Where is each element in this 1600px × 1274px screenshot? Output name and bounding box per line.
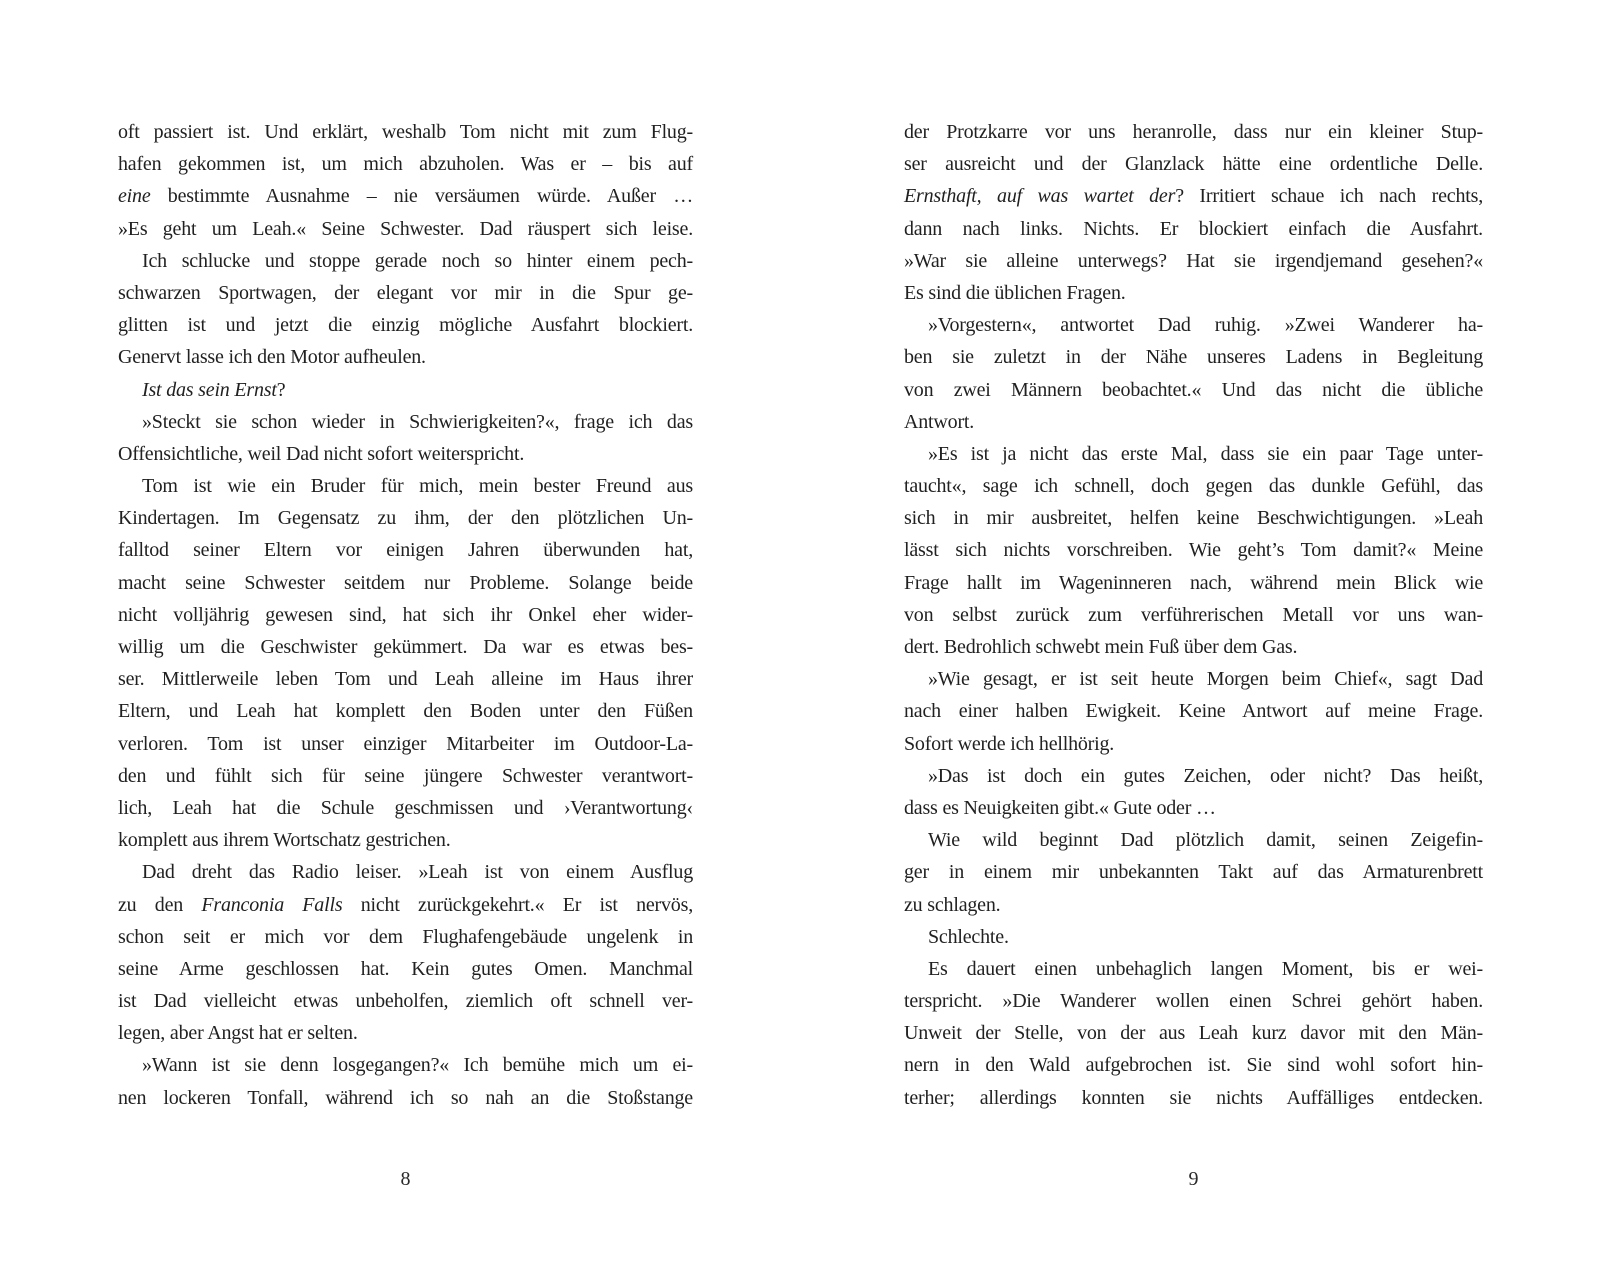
text-line: [904, 695, 1483, 727]
text-segment: Ich schlucke und stoppe gerade noch so hinter einem pech-: [142, 249, 693, 272]
text-segment: »Es ist ja nicht das erste Mal, dass sie ein paar Tage unter-: [928, 442, 1483, 465]
page-left-text-block: [118, 116, 693, 1114]
text-segment: schwarzen Sportwagen, der elegant vor mir in die Spur ge-: [118, 281, 693, 304]
text-line: [904, 631, 1483, 663]
text-segment: seine Arme geschlossen hat. Kein gutes Omen. Manchmal: [118, 957, 693, 980]
text-segment: Sofort werde ich hellhörig.: [904, 732, 1115, 755]
text-line: [904, 792, 1483, 824]
text-line: [904, 760, 1483, 792]
text-line: [904, 824, 1483, 856]
text-line: [904, 1082, 1483, 1114]
italic-text-segment: Franconia Falls: [201, 893, 343, 916]
text-line: [904, 728, 1483, 760]
text-line: [118, 728, 693, 760]
italic-text-segment: Ist das sein Ernst: [142, 378, 277, 401]
page-number-right: 9: [1188, 1168, 1199, 1190]
text-line: [904, 470, 1483, 502]
text-line: [118, 599, 693, 631]
text-segment: Eltern, und Leah hat komplett den Boden unter den Füßen: [118, 700, 693, 723]
text-line: [118, 760, 693, 792]
text-line: [118, 213, 693, 245]
text-segment: lich, Leah hat die Schule geschmissen und ›Verantwortung‹: [118, 796, 693, 819]
text-segment: zu schlagen.: [904, 893, 1001, 916]
text-segment: »Es geht um Leah.« Seine Schwester. Dad räuspert sich leise.: [118, 217, 693, 240]
text-segment: sich in mir ausbreitet, helfen keine Beschwichtigungen. »Leah: [904, 507, 1483, 530]
text-segment: Frage hallt im Wageninneren nach, während mein Blick wie: [904, 571, 1483, 594]
text-segment: der Protzkarre vor uns heranrolle, dass nur ein kleiner Stup-: [904, 121, 1483, 143]
text-line: [118, 856, 693, 888]
text-segment: Offensichtliche, weil Dad nicht sofort weiterspricht.: [118, 442, 525, 465]
text-line: [118, 889, 693, 921]
text-segment: Dad dreht das Radio leiser. »Leah ist von einem Ausflug: [142, 861, 693, 884]
text-line: [118, 470, 693, 502]
text-line: [118, 631, 693, 663]
text-line: [118, 180, 693, 212]
text-segment: verloren. Tom ist unser einziger Mitarbeiter im Outdoor-La-: [118, 732, 693, 755]
text-segment: willig um die Geschwister gekümmert. Da war es etwas bes-: [118, 636, 693, 658]
text-line: [904, 985, 1483, 1017]
text-segment: Es dauert einen unbehaglich langen Moment, bis er wei-: [928, 957, 1483, 980]
text-line: [904, 567, 1483, 599]
text-line: [118, 1017, 693, 1049]
text-segment: Schlechte.: [928, 925, 1009, 948]
text-segment: glitten ist und jetzt die einzig mögliche Ausfahrt blockiert.: [118, 314, 693, 337]
text-line: [118, 148, 693, 180]
text-line: [118, 341, 693, 373]
text-line: [118, 792, 693, 824]
text-segment: »Steckt sie schon wieder in Schwierigkeiten?«, frage ich das: [142, 410, 693, 433]
text-line: [904, 116, 1483, 148]
text-segment: von zwei Männern beobachtet.« Und das nicht die übliche: [904, 378, 1483, 401]
text-segment: nen lockeren Tonfall, während ich so nah an die Stoßstange: [118, 1086, 693, 1109]
text-line: [904, 309, 1483, 341]
text-segment: nach einer halben Ewigkeit. Keine Antwort auf meine Frage.: [904, 700, 1483, 723]
text-segment: taucht«, sage ich schnell, doch gegen das dunkle Gefühl, das: [904, 475, 1483, 498]
text-segment: ser. Mittlerweile leben Tom und Leah alleine im Haus ihrer: [118, 668, 693, 691]
text-segment: Tom ist wie ein Bruder für mich, mein bester Freund aus: [142, 475, 693, 498]
text-line: [904, 213, 1483, 245]
text-segment: schon seit er mich vor dem Flughafengebäude ungelenk in: [118, 925, 693, 948]
text-line: [118, 1082, 693, 1114]
text-segment: dass es Neuigkeiten gibt.« Gute oder …: [904, 796, 1216, 819]
page-number-left: 8: [400, 1168, 411, 1190]
text-segment: dann nach links. Nichts. Er blockiert einfach die Ausfahrt.: [904, 217, 1483, 240]
text-segment: ser ausreicht und der Glanzlack hätte eine ordentliche Delle.: [904, 153, 1483, 176]
text-line: [118, 309, 693, 341]
text-line: [118, 921, 693, 953]
text-line: [904, 1017, 1483, 1049]
text-line: [118, 374, 693, 406]
text-line: [904, 148, 1483, 180]
text-line: [118, 116, 693, 148]
text-segment: »War sie alleine unterwegs? Hat sie irgendjemand gesehen?«: [904, 249, 1483, 272]
text-segment: »Das ist doch ein gutes Zeichen, oder nicht? Das heißt,: [928, 764, 1483, 787]
text-segment: den und fühlt sich für seine jüngere Schwester verantwort-: [118, 764, 693, 787]
text-segment: falltod seiner Eltern vor einigen Jahren überwunden hat,: [118, 539, 693, 562]
text-line: [118, 502, 693, 534]
text-segment: zu den: [118, 893, 202, 916]
text-line: [904, 953, 1483, 985]
text-line: [118, 695, 693, 727]
text-segment: »Wann ist sie denn losgegangen?« Ich bemühe mich um ei-: [142, 1054, 693, 1077]
text-line: [118, 663, 693, 695]
text-segment: nicht volljährig gewesen sind, hat sich ihr Onkel eher wider-: [118, 603, 693, 626]
text-line: [118, 985, 693, 1017]
text-segment: ben sie zuletzt in der Nähe unseres Ladens in Begleitung: [904, 346, 1483, 369]
text-segment: »Wie gesagt, er ist seit heute Morgen beim Chief«, sagt Dad: [928, 668, 1483, 691]
text-line: [904, 534, 1483, 566]
text-segment: Genervt lasse ich den Motor aufheulen.: [118, 346, 426, 369]
text-segment: ? Irritiert schaue ich nach rechts,: [1175, 185, 1484, 208]
text-segment: Antwort.: [904, 410, 975, 433]
text-line: [904, 502, 1483, 534]
text-segment: »Vorgestern«, antwortet Dad ruhig. »Zwei Wanderer ha-: [928, 314, 1483, 337]
text-segment: Es sind die üblichen Fragen.: [904, 281, 1126, 304]
text-segment: macht seine Schwester seitdem nur Probleme. Solange beide: [118, 571, 693, 594]
italic-text-segment: eine: [118, 185, 151, 208]
text-segment: ?: [276, 378, 286, 401]
page-right-text-block: [904, 116, 1483, 1114]
text-line: [904, 856, 1483, 888]
text-line: [118, 245, 693, 277]
text-line: [118, 534, 693, 566]
text-segment: hafen gekommen ist, um mich abzuholen. Was er – bis auf: [118, 153, 693, 176]
text-segment: komplett aus ihrem Wortschatz gestrichen.: [118, 829, 451, 852]
text-line: [118, 277, 693, 309]
text-line: [118, 824, 693, 856]
text-segment: Unweit der Stelle, von der aus Leah kurz davor mit den Män-: [904, 1022, 1483, 1045]
text-line: [118, 567, 693, 599]
text-segment: nicht zurückgekehrt.« Er ist nervös,: [342, 893, 693, 916]
text-line: [904, 921, 1483, 953]
text-segment: von selbst zurück zum verführerischen Metall vor uns wan-: [904, 603, 1483, 626]
text-segment: bestimmte Ausnahme – nie versäumen würde. Außer …: [150, 185, 693, 208]
text-segment: terspricht. »Die Wanderer wollen einen Schrei gehört haben.: [904, 990, 1483, 1013]
text-segment: legen, aber Angst hat er selten.: [118, 1022, 358, 1045]
text-segment: ist Dad vielleicht etwas unbeholfen, ziemlich oft schnell ver-: [118, 990, 693, 1013]
text-line: [904, 406, 1483, 438]
text-line: [904, 180, 1483, 212]
text-segment: lässt sich nichts vorschreiben. Wie geht’s Tom damit?« Meine: [904, 539, 1483, 562]
text-line: [118, 438, 693, 470]
text-line: [904, 599, 1483, 631]
text-segment: oft passiert ist. Und erklärt, weshalb Tom nicht mit zum Flug-: [118, 121, 693, 143]
text-line: [904, 277, 1483, 309]
text-segment: terher; allerdings konnten sie nichts Auffälliges entdecken.: [904, 1086, 1483, 1109]
text-line: [904, 663, 1483, 695]
text-segment: Kindertagen. Im Gegensatz zu ihm, der den plötzlichen Un-: [118, 507, 693, 530]
text-segment: dert. Bedrohlich schwebt mein Fuß über dem Gas.: [904, 636, 1298, 658]
text-line: [118, 1049, 693, 1081]
italic-text-segment: Ernsthaft, auf was wartet der: [904, 185, 1176, 208]
text-segment: ger in einem mir unbekannten Takt auf das Armaturenbrett: [904, 861, 1483, 884]
text-line: [904, 341, 1483, 373]
text-line: [904, 245, 1483, 277]
text-line: [118, 406, 693, 438]
text-segment: nern in den Wald aufgebrochen ist. Sie sind wohl sofort hin-: [904, 1054, 1483, 1077]
text-line: [904, 438, 1483, 470]
text-line: [904, 374, 1483, 406]
text-line: [904, 1049, 1483, 1081]
text-line: [904, 889, 1483, 921]
text-segment: Wie wild beginnt Dad plötzlich damit, seinen Zeigefin-: [928, 829, 1483, 852]
text-line: [118, 953, 693, 985]
